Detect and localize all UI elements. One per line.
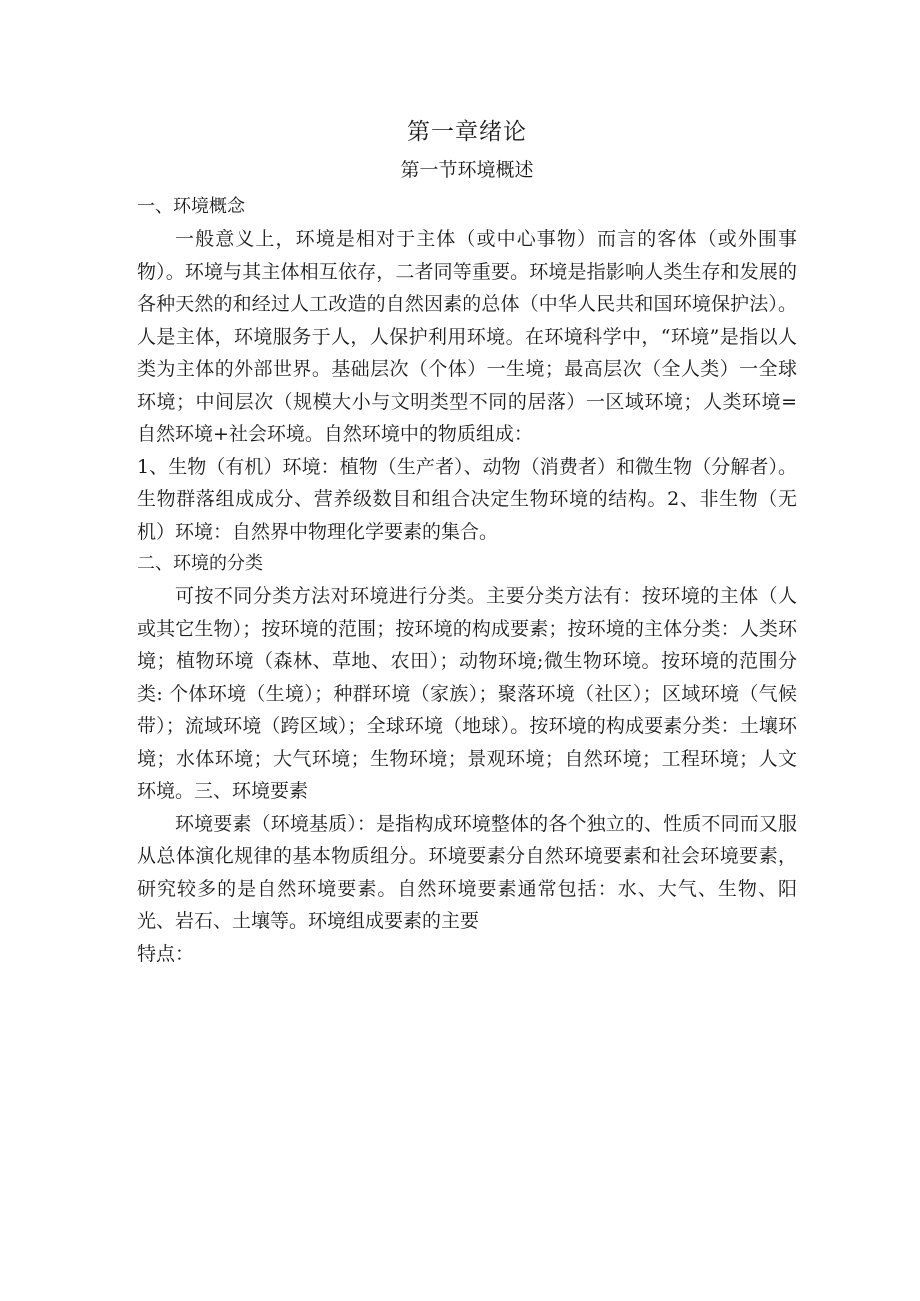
chapter-title: 第一章绪论 <box>407 119 527 145</box>
paragraph-environment-definition: 一般意义上，环境是相对于主体（或中心事物）而言的客体（或外围事物）。环境与其主体相互依存，二者同等重要。环境是指影响人类生存和发展的各种天然的和经过人工改造的自然因素的总体（中华人民共和国环境保护法）。人是主体，环境服务于人，人保护利用环境。在环境科学中，“环境”是指以人类为主体的外部世界。基础层次（个体）一生境；最高层次（全人类）一全球环境；中间层次（规模大小与文明类型不同的居落）一区域环境；人类环境=自然环境+社会环境。自然环境中的物质组成： <box>137 228 797 445</box>
paragraph-environment-composition: 1、生物（有机）环境：植物（生产者）、动物（消费者）和微生物（分解者）。生物群落组成成分、营养级数目和组合决定生物环境的结构。2、非生物（无机）环境：自然界中物理化学要素的集合。 <box>137 455 797 543</box>
document-page <box>137 112 797 970</box>
heading-environment-classification: 二、环境的分类 <box>137 553 263 574</box>
heading-environment-concept: 一、环境概念 <box>137 196 245 217</box>
paragraph-features-label: 特点： <box>137 942 195 965</box>
section-title: 第一节环境概述 <box>400 159 534 181</box>
paragraph-classification: 可按不同分类方法对环境进行分类。主要分类方法有：按环境的主体（人或其它生物）；按环境的范围；按环境的构成要素；按环境的主体分类：人类环境；植物环境（森林、草地、农田）；动物环境;微生物环境。按环境的范围分类: 个体环境（生境）；种群环境（家族）；聚落环境（社区）；区域环境（气候带）；流域环境（跨区域）；全球环境（地球）。按环境的构成要素分类：土壤环境；水体环境；大气环境；生物环境；景观环境；自然环境；工程环境；人文环境。三、环境要素 <box>137 585 797 802</box>
paragraph-environment-elements: 环境要素（环境基质）：是指构成环境整体的各个独立的、性质不同而又服从总体演化规律的基本物质组分。环境要素分自然环境要素和社会环境要素，研究较多的是自然环境要素。自然环境要素通常包括：水、大气、生物、阳光、岩石、土壤等。环境组成要素的主要 <box>137 812 797 932</box>
